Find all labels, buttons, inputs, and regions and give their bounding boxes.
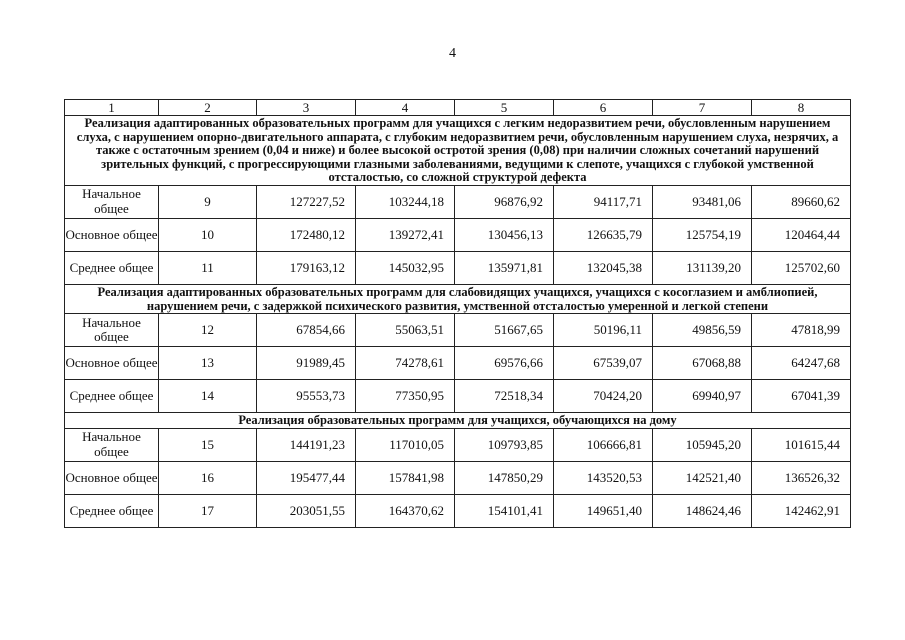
column-number-row — [65, 100, 851, 116]
row-code-cell: 12 — [159, 314, 257, 347]
value-cell: 105945,20 — [653, 428, 752, 461]
value-cell: 142462,91 — [752, 494, 851, 527]
value-cell: 67068,88 — [653, 347, 752, 380]
table-row — [65, 428, 851, 461]
education-level-cell: Среднее общее — [65, 494, 159, 527]
education-level-cell: Начальное общее — [65, 428, 159, 461]
education-level-cell: Среднее общее — [65, 251, 159, 284]
value-cell: 135971,81 — [455, 251, 554, 284]
column-number: 2 — [159, 100, 257, 116]
value-cell: 154101,41 — [455, 494, 554, 527]
value-cell: 64247,68 — [752, 347, 851, 380]
value-cell: 127227,52 — [257, 185, 356, 218]
value-cell: 96876,92 — [455, 185, 554, 218]
section-title: Реализация адаптированных образовательных программ для учащихся с легким недоразвитием речи, обусловленным нарушением слуха, с нарушением опорно-двигательного аппарата, с глубоким недоразвитием речи, обусловленным нарушением слуха, незрячих, а также с остаточным зрением (0,04 и ниже) и более высокой остротой зрения (0,08) при наличии сложных сочетаний нарушений зрительных функций, с прогрессирующими глазными заболеваниями, ведущими к слепоте, учащихся с глубокой умственной отсталостью, со сложной структурой дефекта — [65, 116, 851, 186]
column-number: 4 — [356, 100, 455, 116]
education-level-cell: Основное общее — [65, 347, 159, 380]
section-title: Реализация образовательных программ для учащихся, обучающихся на дому — [65, 413, 851, 429]
education-level-cell: Начальное общее — [65, 185, 159, 218]
value-cell: 145032,95 — [356, 251, 455, 284]
value-cell: 125754,19 — [653, 218, 752, 251]
value-cell: 94117,71 — [554, 185, 653, 218]
value-cell: 164370,62 — [356, 494, 455, 527]
section-row — [65, 116, 851, 186]
value-cell: 109793,85 — [455, 428, 554, 461]
value-cell: 130456,13 — [455, 218, 554, 251]
value-cell: 117010,05 — [356, 428, 455, 461]
value-cell: 55063,51 — [356, 314, 455, 347]
value-cell: 47818,99 — [752, 314, 851, 347]
column-number: 1 — [65, 100, 159, 116]
value-cell: 147850,29 — [455, 461, 554, 494]
column-number: 3 — [257, 100, 356, 116]
value-cell: 95553,73 — [257, 380, 356, 413]
column-number: 7 — [653, 100, 752, 116]
table-row — [65, 218, 851, 251]
row-code-cell: 15 — [159, 428, 257, 461]
value-cell: 93481,06 — [653, 185, 752, 218]
education-level-cell: Начальное общее — [65, 314, 159, 347]
value-cell: 69940,97 — [653, 380, 752, 413]
value-cell: 136526,32 — [752, 461, 851, 494]
row-code-cell: 14 — [159, 380, 257, 413]
value-cell: 142521,40 — [653, 461, 752, 494]
education-level-cell: Основное общее — [65, 461, 159, 494]
table-body — [65, 100, 851, 528]
row-code-cell: 10 — [159, 218, 257, 251]
value-cell: 103244,18 — [356, 185, 455, 218]
value-cell: 69576,66 — [455, 347, 554, 380]
education-level-cell: Основное общее — [65, 218, 159, 251]
value-cell: 67041,39 — [752, 380, 851, 413]
value-cell: 143520,53 — [554, 461, 653, 494]
value-cell: 139272,41 — [356, 218, 455, 251]
value-cell: 172480,12 — [257, 218, 356, 251]
value-cell: 91989,45 — [257, 347, 356, 380]
column-number: 6 — [554, 100, 653, 116]
value-cell: 106666,81 — [554, 428, 653, 461]
value-cell: 149651,40 — [554, 494, 653, 527]
value-cell: 70424,20 — [554, 380, 653, 413]
funding-table — [64, 99, 851, 528]
section-row — [65, 284, 851, 313]
value-cell: 132045,38 — [554, 251, 653, 284]
table-row — [65, 380, 851, 413]
table-row — [65, 251, 851, 284]
value-cell: 126635,79 — [554, 218, 653, 251]
row-code-cell: 9 — [159, 185, 257, 218]
value-cell: 51667,65 — [455, 314, 554, 347]
table-row — [65, 494, 851, 527]
value-cell: 179163,12 — [257, 251, 356, 284]
value-cell: 67854,66 — [257, 314, 356, 347]
value-cell: 72518,34 — [455, 380, 554, 413]
value-cell: 195477,44 — [257, 461, 356, 494]
value-cell: 49856,59 — [653, 314, 752, 347]
value-cell: 101615,44 — [752, 428, 851, 461]
table-row — [65, 314, 851, 347]
row-code-cell: 17 — [159, 494, 257, 527]
value-cell: 157841,98 — [356, 461, 455, 494]
column-number: 5 — [455, 100, 554, 116]
table-row — [65, 347, 851, 380]
value-cell: 89660,62 — [752, 185, 851, 218]
value-cell: 125702,60 — [752, 251, 851, 284]
value-cell: 67539,07 — [554, 347, 653, 380]
education-level-cell: Среднее общее — [65, 380, 159, 413]
value-cell: 144191,23 — [257, 428, 356, 461]
value-cell: 50196,11 — [554, 314, 653, 347]
row-code-cell: 13 — [159, 347, 257, 380]
value-cell: 148624,46 — [653, 494, 752, 527]
value-cell: 131139,20 — [653, 251, 752, 284]
value-cell: 74278,61 — [356, 347, 455, 380]
table-row — [65, 461, 851, 494]
value-cell: 203051,55 — [257, 494, 356, 527]
value-cell: 120464,44 — [752, 218, 851, 251]
value-cell: 77350,95 — [356, 380, 455, 413]
column-number: 8 — [752, 100, 851, 116]
section-row — [65, 413, 851, 429]
page-number: 4 — [449, 46, 456, 61]
row-code-cell: 11 — [159, 251, 257, 284]
row-code-cell: 16 — [159, 461, 257, 494]
section-title: Реализация адаптированных образовательных программ для слабовидящих учащихся, учащихся с косоглазием и амблиопией, нарушением речи, с задержкой психического развития, умственной отсталостью умеренной и легкой степени — [65, 284, 851, 313]
table-row — [65, 185, 851, 218]
